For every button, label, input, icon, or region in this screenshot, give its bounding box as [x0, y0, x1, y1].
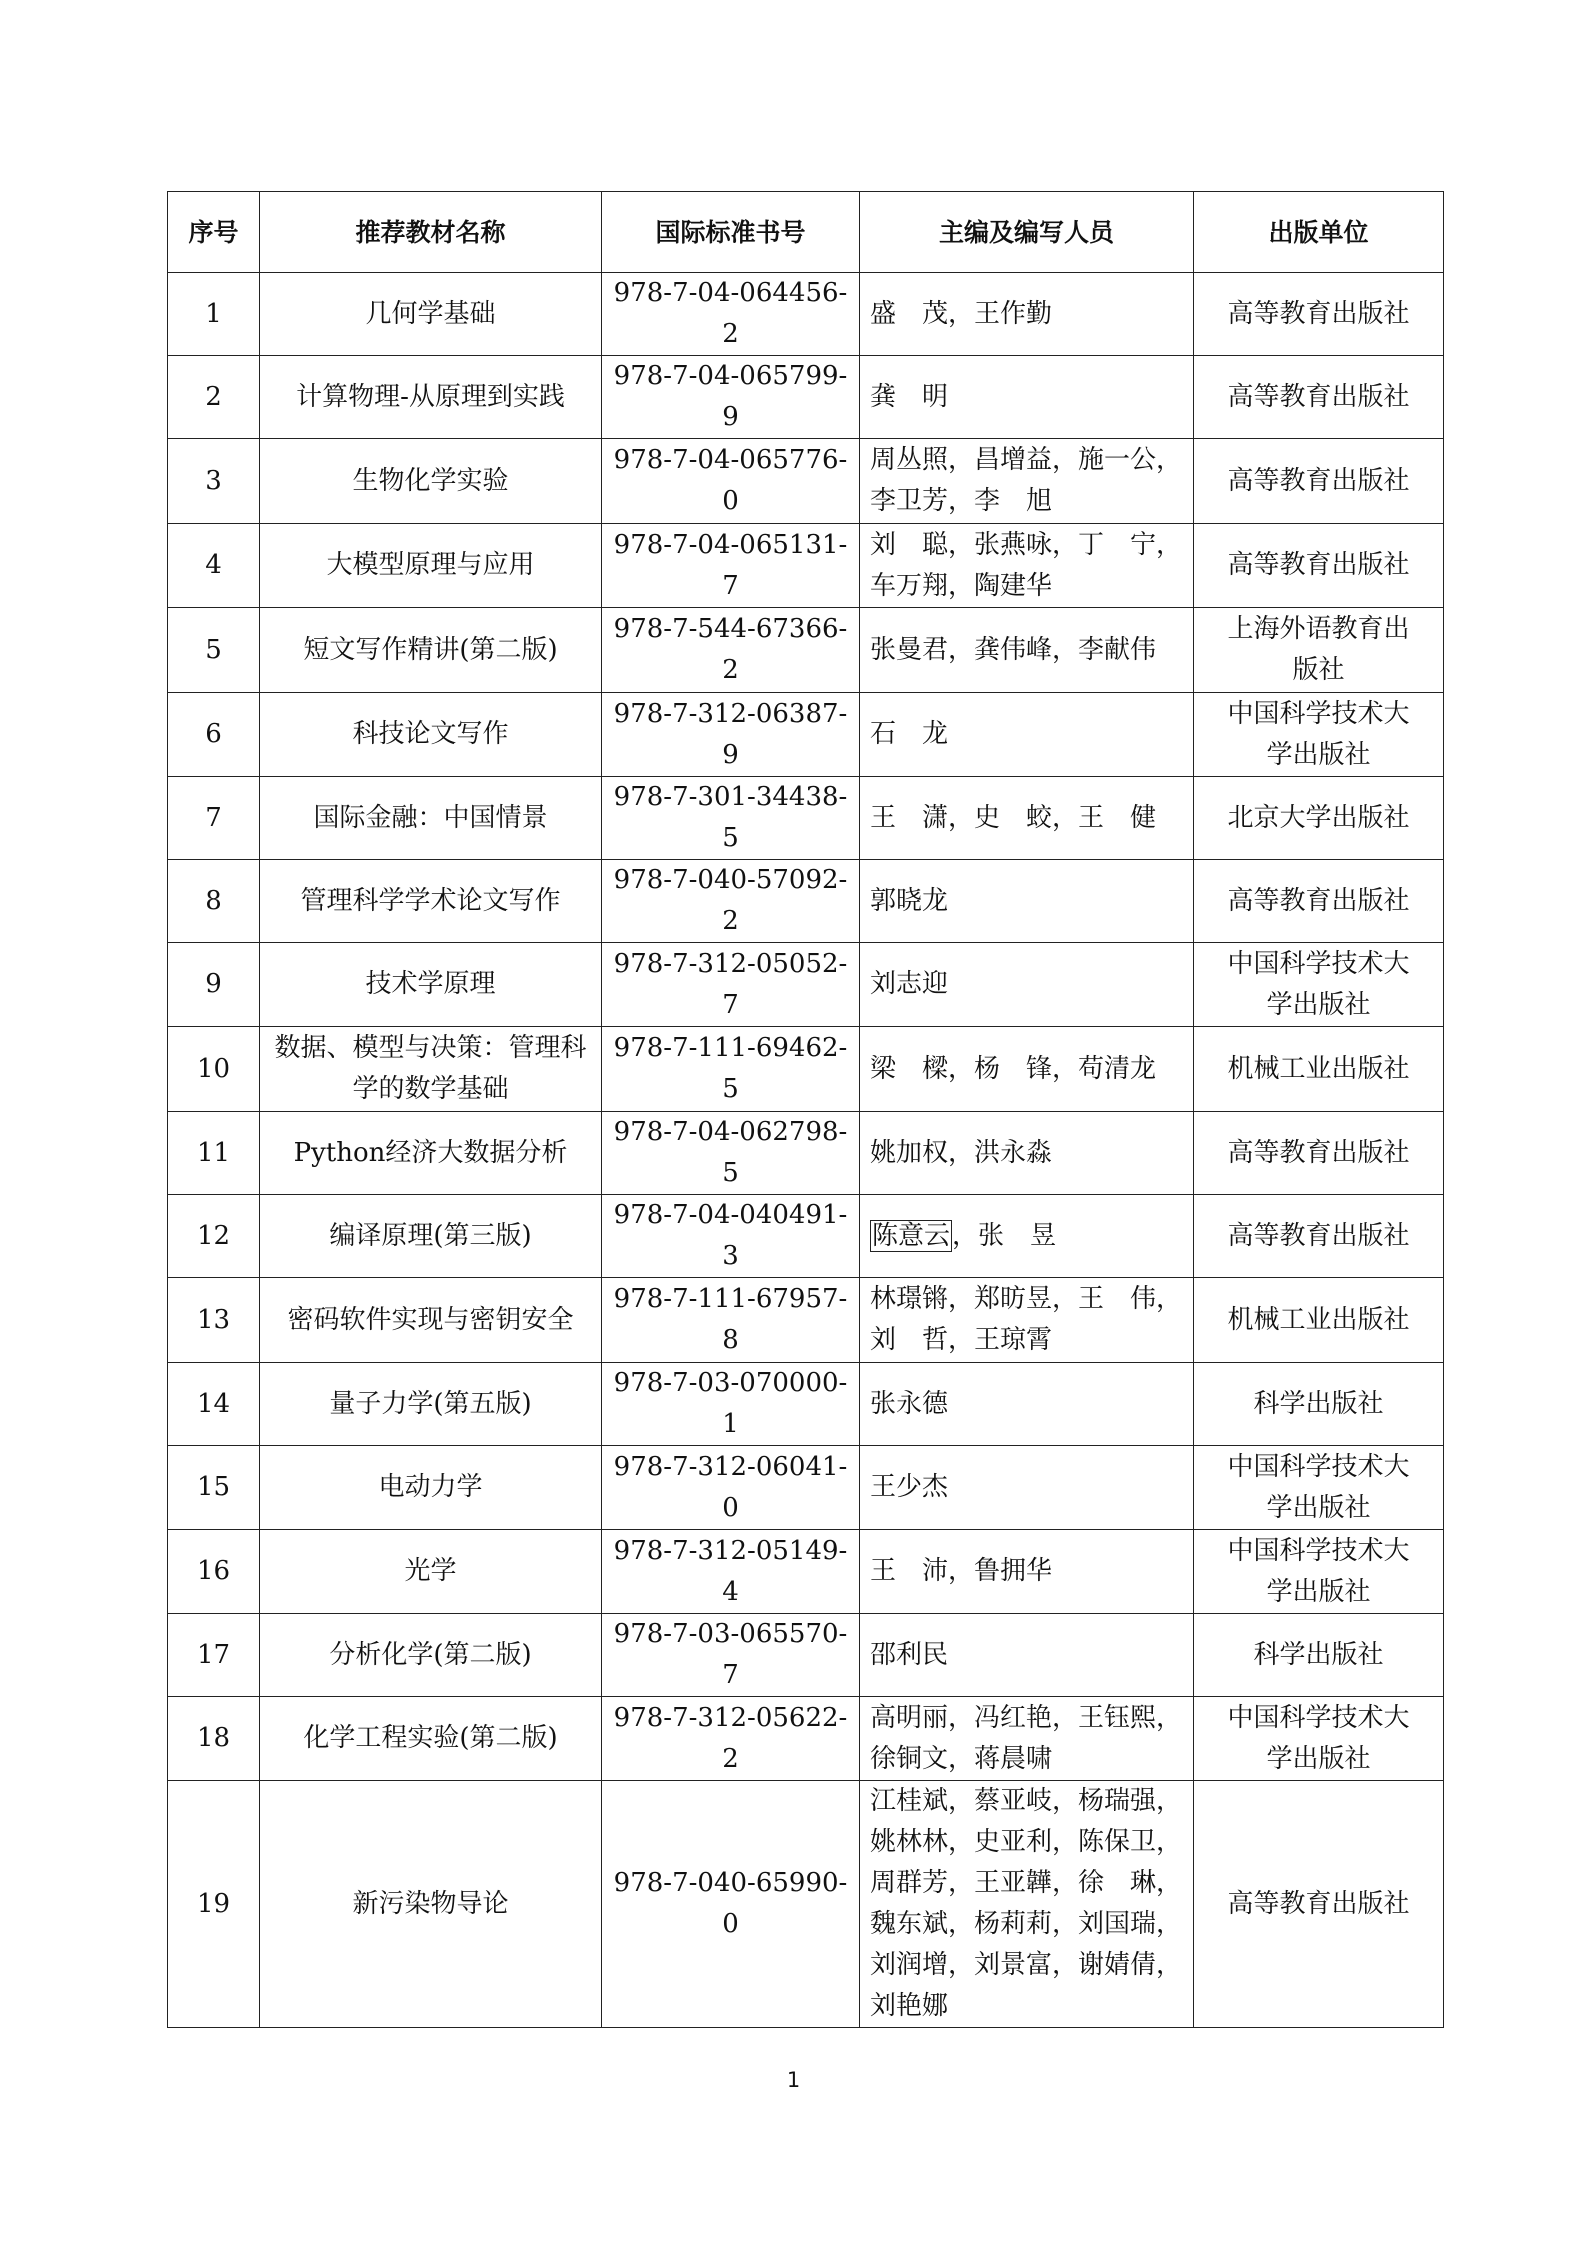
cell-authors: [860, 777, 1194, 860]
publisher-line: 高等教育出版社: [1227, 298, 1410, 329]
cell-isbn: 978-7-04-065131-7: [602, 524, 860, 608]
authors-line: 梁 樑，杨 锋，苟清龙: [870, 1053, 1157, 1084]
authors-line: 徐铜文，蒋晨啸: [870, 1743, 1053, 1774]
cell-authors: [860, 1195, 1194, 1278]
authors-line: 刘 哲，王琼霄: [870, 1325, 1053, 1355]
authors-line: 石 龙: [870, 719, 949, 749]
cell-textbook-title: 化学工程实验(第二版): [260, 1697, 602, 1781]
authors-line: 魏东斌，杨莉莉，刘国瑞，: [870, 1909, 1183, 1939]
authors-line: 周丛照，昌增益，施一公，: [870, 445, 1183, 475]
cell-serial-no: 16: [168, 1530, 260, 1614]
publisher-line: 高等教育出版社: [1227, 1220, 1410, 1251]
cell-isbn: 978-7-04-040491-3: [602, 1195, 860, 1278]
authors-line: 姚加权，洪永淼: [870, 1137, 1053, 1168]
publisher-line: 北京大学出版社: [1227, 802, 1410, 833]
publisher-line: 学出版社: [1266, 1743, 1371, 1774]
authors-line: ，张 昱: [952, 1220, 1057, 1251]
cell-authors: [860, 1614, 1194, 1697]
publisher-line: 学出版社: [1266, 989, 1371, 1020]
cell-isbn: 978-7-03-065570-7: [602, 1614, 860, 1697]
publisher-line: 上海外语教育出: [1227, 614, 1410, 644]
cell-authors: [860, 693, 1194, 777]
cell-isbn: 978-7-04-065799-9: [602, 356, 860, 439]
authors-line: 邵利民: [870, 1639, 949, 1670]
cell-publisher: [1194, 1027, 1444, 1112]
cell-authors: [860, 273, 1194, 356]
header-serial-no: 序号: [168, 192, 260, 273]
cell-textbook-title: 计算物理-从原理到实践: [260, 356, 602, 439]
publisher-line: 学出版社: [1266, 739, 1371, 770]
cell-authors: [860, 524, 1194, 608]
authors-line: 江桂斌，蔡亚岐，杨瑞强，: [870, 1786, 1183, 1816]
cell-publisher: [1194, 1278, 1444, 1363]
cell-textbook-title: 大模型原理与应用: [260, 524, 602, 608]
authors-line: 张曼君，龚伟峰，李献伟: [870, 634, 1157, 665]
cell-textbook-title: 数据、模型与决策：管理科学的数学基础: [260, 1027, 602, 1112]
cell-authors: [860, 1697, 1194, 1781]
authors-line: 刘 聪，张燕咏，丁 宁，: [870, 529, 1183, 560]
cell-publisher: [1194, 356, 1444, 439]
cell-publisher: [1194, 1363, 1444, 1446]
cell-authors: [860, 860, 1194, 943]
table-row: [168, 1614, 1444, 1697]
authors-line: 林璟锵，郑昉昱，王 伟，: [870, 1284, 1183, 1314]
publisher-line: 版社: [1292, 655, 1345, 685]
cell-serial-no: 19: [168, 1781, 260, 2028]
authors-line: 刘志迎: [870, 969, 949, 999]
table-row: [168, 1112, 1444, 1195]
cell-publisher: [1194, 943, 1444, 1027]
table-row: [168, 777, 1444, 860]
cell-isbn: 978-7-301-34438-5: [602, 777, 860, 860]
cell-serial-no: 13: [168, 1278, 260, 1363]
table-row: [168, 1278, 1444, 1363]
cell-authors: [860, 943, 1194, 1027]
table-row: [168, 1363, 1444, 1446]
cell-textbook-title: 几何学基础: [260, 273, 602, 356]
cell-serial-no: 9: [168, 943, 260, 1027]
cell-textbook-title: 新污染物导论: [260, 1781, 602, 2028]
cell-isbn: 978-7-040-65990-0: [602, 1781, 860, 2028]
publisher-line: 学出版社: [1266, 1576, 1371, 1607]
authors-line: 李卫芳，李 旭: [870, 486, 1053, 516]
cell-serial-no: 15: [168, 1446, 260, 1530]
table-row: [168, 273, 1444, 356]
table-row: [168, 1781, 1444, 2028]
cell-publisher: [1194, 273, 1444, 356]
cell-publisher: [1194, 1614, 1444, 1697]
cell-authors: [860, 1278, 1194, 1363]
header-textbook-title: 推荐教材名称: [260, 192, 602, 273]
cell-serial-no: 3: [168, 439, 260, 524]
table-row: [168, 1697, 1444, 1781]
table-row: [168, 1027, 1444, 1112]
cell-authors: [860, 1112, 1194, 1195]
table-row: [168, 439, 1444, 524]
cell-textbook-title: Python经济大数据分析: [260, 1112, 602, 1195]
cell-authors: [860, 1027, 1194, 1112]
authors-line: 刘润增，刘景富，谢婧倩，: [870, 1950, 1183, 1980]
cell-serial-no: 18: [168, 1697, 260, 1781]
cell-textbook-title: 编译原理(第三版): [260, 1195, 602, 1278]
publisher-line: 高等教育出版社: [1227, 465, 1410, 496]
cell-isbn: 978-7-312-06387-9: [602, 693, 860, 777]
cell-serial-no: 4: [168, 524, 260, 608]
cell-isbn: 978-7-040-57092-2: [602, 860, 860, 943]
table-row: [168, 1530, 1444, 1614]
publisher-line: 中国科学技术大: [1227, 1702, 1410, 1733]
cell-textbook-title: 短文写作精讲(第二版): [260, 608, 602, 693]
cell-textbook-title: 管理科学学术论文写作: [260, 860, 602, 943]
cell-authors: [860, 1363, 1194, 1446]
authors-line: 周群芳，王亚韡，徐 琳，: [870, 1868, 1183, 1898]
cell-serial-no: 10: [168, 1027, 260, 1112]
cell-textbook-title: 分析化学(第二版): [260, 1614, 602, 1697]
publisher-line: 高等教育出版社: [1227, 381, 1410, 412]
page-number: 1: [786, 2068, 801, 2092]
table-row: [168, 693, 1444, 777]
cell-textbook-title: 密码软件实现与密钥安全: [260, 1278, 602, 1363]
header-authors: 主编及编写人员: [860, 192, 1194, 273]
authors-line: 高明丽，冯红艳，王钰熙，: [870, 1702, 1183, 1733]
cell-authors: [860, 1781, 1194, 2028]
cell-isbn: 978-7-312-05052-7: [602, 943, 860, 1027]
authors-boxed-name: 陈意云: [872, 1220, 951, 1251]
cell-isbn: 978-7-312-05149-4: [602, 1530, 860, 1614]
cell-serial-no: 2: [168, 356, 260, 439]
cell-textbook-title: 技术学原理: [260, 943, 602, 1027]
cell-authors: [860, 356, 1194, 439]
table-header-row: [168, 192, 1444, 273]
authors-line: 盛 茂，王作勤: [870, 298, 1053, 329]
cell-textbook-title: 电动力学: [260, 1446, 602, 1530]
publisher-line: 高等教育出版社: [1227, 1888, 1410, 1919]
cell-isbn: 978-7-312-05622-2: [602, 1697, 860, 1781]
cell-publisher: [1194, 439, 1444, 524]
publisher-line: 科学出版社: [1253, 1639, 1384, 1670]
cell-authors: [860, 1446, 1194, 1530]
table-row: [168, 943, 1444, 1027]
publisher-line: 学出版社: [1266, 1492, 1371, 1523]
publisher-line: 中国科学技术大: [1227, 1535, 1410, 1566]
cell-serial-no: 6: [168, 693, 260, 777]
table-row: [168, 1195, 1444, 1278]
cell-publisher: [1194, 693, 1444, 777]
cell-serial-no: 11: [168, 1112, 260, 1195]
authors-line: 王 潇，史 蛟，王 健: [870, 802, 1157, 833]
publisher-line: 中国科学技术大: [1227, 948, 1410, 979]
cell-serial-no: 14: [168, 1363, 260, 1446]
table-row: [168, 524, 1444, 608]
cell-textbook-title: 量子力学(第五版): [260, 1363, 602, 1446]
cell-authors: [860, 608, 1194, 693]
publisher-line: 高等教育出版社: [1227, 550, 1410, 580]
cell-publisher: [1194, 1697, 1444, 1781]
cell-isbn: 978-7-111-69462-5: [602, 1027, 860, 1112]
cell-publisher: [1194, 1112, 1444, 1195]
cell-serial-no: 17: [168, 1614, 260, 1697]
cell-textbook-title: 国际金融：中国情景: [260, 777, 602, 860]
header-isbn: 国际标准书号: [602, 192, 860, 273]
cell-serial-no: 8: [168, 860, 260, 943]
cell-publisher: [1194, 524, 1444, 608]
cell-serial-no: 5: [168, 608, 260, 693]
authors-line: 刘艳娜: [870, 1991, 949, 2021]
cell-textbook-title: 生物化学实验: [260, 439, 602, 524]
authors-line: 王 沛，鲁拥华: [870, 1556, 1053, 1586]
publisher-line: 高等教育出版社: [1227, 885, 1410, 916]
cell-isbn: 978-7-04-062798-5: [602, 1112, 860, 1195]
cell-isbn: 978-7-04-065776-0: [602, 439, 860, 524]
cell-authors: [860, 439, 1194, 524]
cell-publisher: [1194, 860, 1444, 943]
cell-authors: [860, 1530, 1194, 1614]
cell-isbn: 978-7-312-06041-0: [602, 1446, 860, 1530]
publisher-line: 中国科学技术大: [1227, 698, 1410, 729]
authors-line: 王少杰: [870, 1472, 949, 1502]
publisher-line: 机械工业出版社: [1227, 1053, 1410, 1084]
cell-publisher: [1194, 1446, 1444, 1530]
publisher-line: 科学出版社: [1253, 1388, 1384, 1419]
authors-line: 车万翔，陶建华: [870, 570, 1053, 601]
cell-isbn: 978-7-544-67366-2: [602, 608, 860, 693]
cell-publisher: [1194, 777, 1444, 860]
cell-textbook-title: 光学: [260, 1530, 602, 1614]
cell-isbn: 978-7-04-064456-2: [602, 273, 860, 356]
cell-isbn: 978-7-111-67957-8: [602, 1278, 860, 1363]
cell-serial-no: 12: [168, 1195, 260, 1278]
publisher-line: 机械工业出版社: [1227, 1304, 1410, 1335]
cell-publisher: [1194, 1530, 1444, 1614]
authors-line: 张永德: [870, 1388, 949, 1419]
table-row: [168, 1446, 1444, 1530]
table-row: [168, 608, 1444, 693]
table-row: [168, 860, 1444, 943]
cell-serial-no: 7: [168, 777, 260, 860]
publisher-line: 高等教育出版社: [1227, 1137, 1410, 1168]
authors-line: 龚 明: [870, 381, 949, 412]
cell-serial-no: 1: [168, 273, 260, 356]
cell-publisher: [1194, 608, 1444, 693]
publisher-line: 中国科学技术大: [1227, 1451, 1410, 1482]
cell-publisher: [1194, 1781, 1444, 2028]
header-publisher: 出版单位: [1194, 192, 1444, 273]
textbook-table: [167, 191, 1444, 2028]
cell-textbook-title: 科技论文写作: [260, 693, 602, 777]
authors-line: 姚林林，史亚利，陈保卫，: [870, 1827, 1183, 1857]
authors-line: 郭晓龙: [870, 885, 949, 916]
cell-publisher: [1194, 1195, 1444, 1278]
table-row: [168, 356, 1444, 439]
cell-isbn: 978-7-03-070000-1: [602, 1363, 860, 1446]
